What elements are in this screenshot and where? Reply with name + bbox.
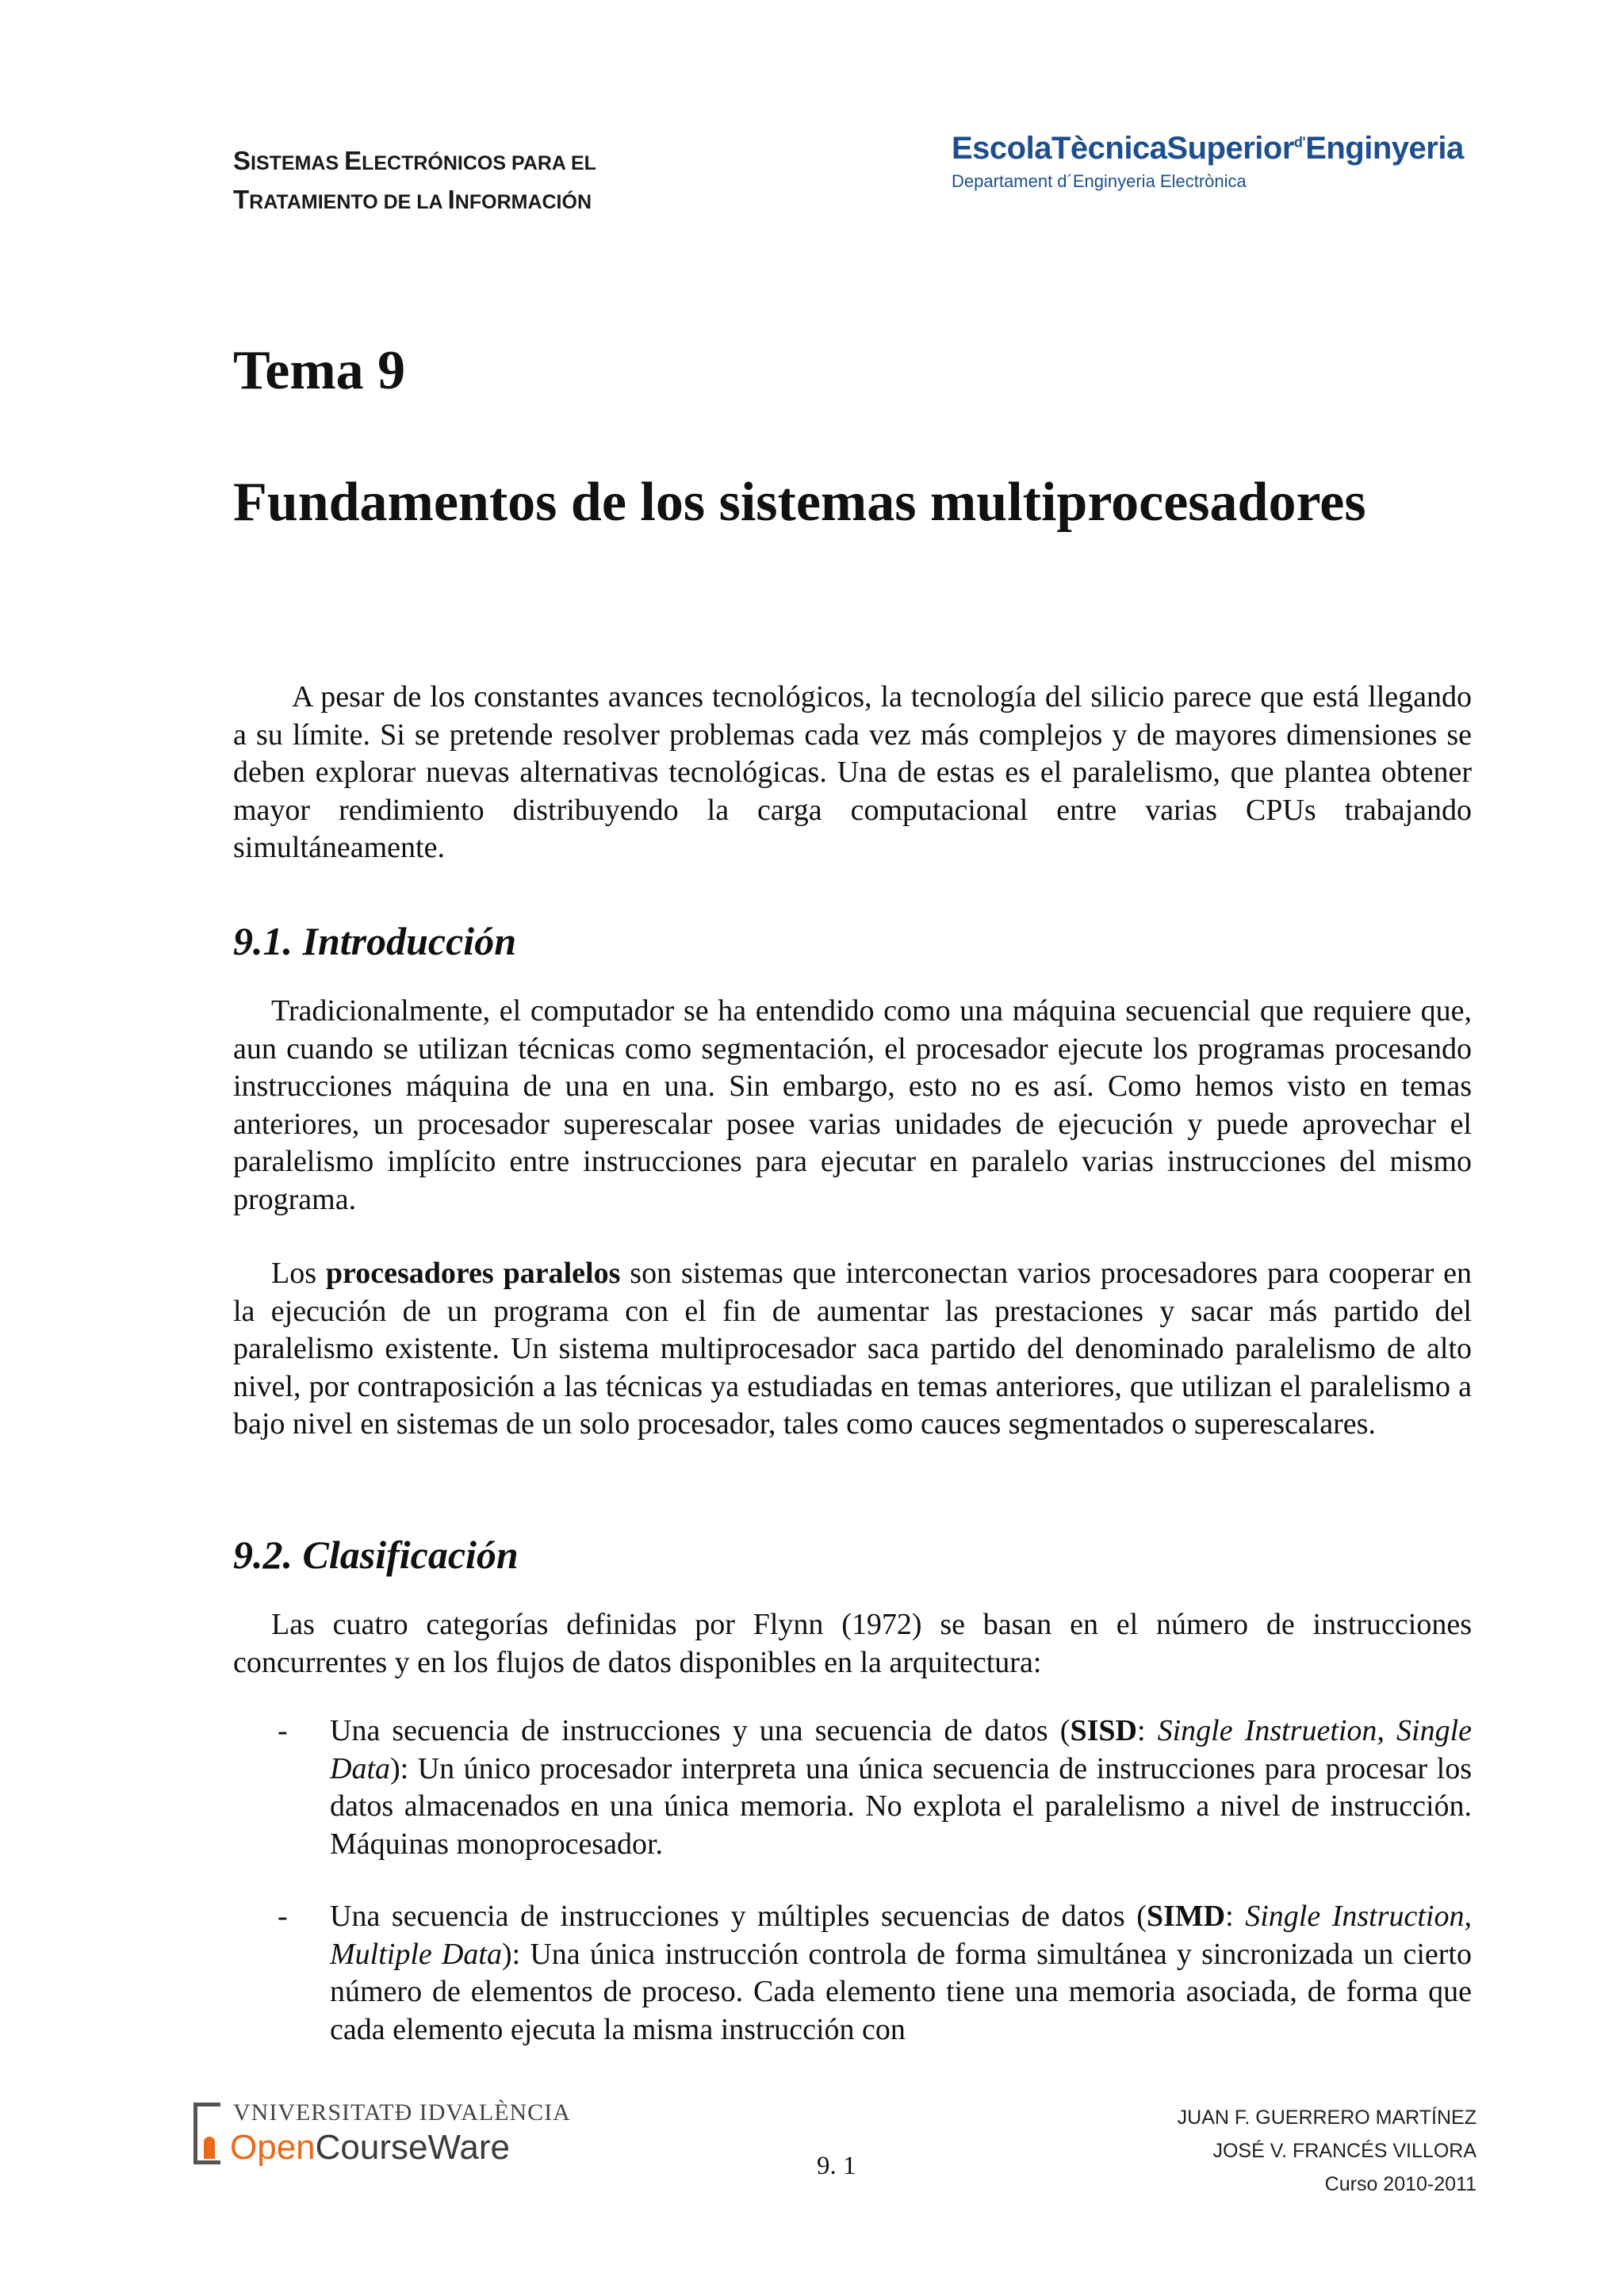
- chapter-number: Tema 9: [233, 340, 406, 401]
- intro-text: A pesar de los constantes avances tecnológicos, la tecnología del silicio parece que está llegando a su límite. Si se pretende resolver problemas cada vez más complejos y de mayores dimensiones se deben explorar nuevas alternativas tecnológicas. Una de estas es el paralelismo, que plantea obtener mayor rendimiento distribuyendo la carga computacional entre varias CPUs trabajando simultáneamente.: [233, 680, 1472, 864]
- author-2: JOSÉ V. FRANCÉS VILLORA: [1212, 2140, 1477, 2162]
- section2-text1: Las cuatro categorías definidas por Flynn (1972) se basan en el número de instrucciones concurrentes y en los flujos de datos disponibles en la arquitectura:: [233, 1608, 1472, 1679]
- section1-paragraph2: [233, 1255, 1472, 1444]
- course-header: [233, 143, 596, 220]
- section-heading-introduccion: 9.1. Introducción: [233, 919, 517, 963]
- section-heading-clasificacion: 9.2. Clasificación: [233, 1533, 519, 1577]
- list-item-text: Una secuencia de instrucciones y una secuencia de datos (SISD: Single Instruetion, Single Data): Un único procesador interpreta una única secuencia de instrucciones para procesar los datos almacenados en una única memoria. No explota el paralelismo a nivel de instrucción. Máquinas monoprocesador.: [330, 1714, 1473, 1861]
- list-dash: -: [278, 1900, 288, 1933]
- author-1: JUAN F. GUERRERO MARTÍNEZ: [1177, 2107, 1477, 2129]
- list-item: [233, 1712, 1472, 1863]
- list-item: [233, 1898, 1472, 2049]
- opencourseware-name: OpenCourseWare: [230, 2128, 510, 2167]
- section1-paragraph1: [233, 993, 1472, 1219]
- intro-paragraph: [233, 679, 1472, 867]
- chapter-title: Fundamentos de los sistemas multiprocesadores: [233, 472, 1366, 533]
- uv-emblem-icon: [193, 2103, 220, 2164]
- course-header-line1: SISTEMAS ELECTRÓNICOS PARA EL: [233, 146, 596, 175]
- section1-text2: Los procesadores paralelos son sistemas que interconectan varios procesadores para cooperar en la ejecución de un programa con el fin de aumentar las prestaciones y sacar más partido del paralelismo existente. Un sistema multiprocesador saca partido del denominado paralelismo de alto nivel, por contraposición a las técnicas ya estudiadas en temas anteriores, que utilizan el paralelismo a bajo nivel en sistemas de un solo procesador, tales como cauces segmentados o superescalares.: [233, 1257, 1472, 1441]
- bold-term: procesadores paralelos: [325, 1257, 621, 1290]
- list-dash: -: [278, 1714, 288, 1747]
- section2-paragraph1: [233, 1606, 1472, 1682]
- section1-text1: Tradicionalmente, el computador se ha entendido como una máquina secuencial que requiere que, aun cuando se utilizan técnicas como segmentación, el procesador ejecute los programas procesando instrucciones máquina de una en una. Sin embargo, esto no es así. Como hemos visto en temas anteriores, un procesador superescalar posee varias unidades de ejecución y puede aprovechar el paralelismo implícito entre instrucciones para ejecutar en paralelo varias instrucciones del mismo programa.: [233, 994, 1472, 1216]
- etse-logo-department: Departament d´Enginyeria Electrònica: [952, 171, 1247, 191]
- course-header-line2: TRATAMIENTO DE LA INFORMACIÓN: [233, 185, 592, 214]
- uv-opencourseware-logo: [193, 2098, 571, 2171]
- page-number: 9. 1: [817, 2152, 856, 2180]
- etse-logo: [952, 131, 1475, 192]
- list-item-text: Una secuencia de instrucciones y múltiples secuencias de datos (SIMD: Single Instruction, Multiple Data): Una única instrucción controla de forma simultánea y sincronizada un cierto número de elementos de proceso. Cada elemento tiene una memoria asociada, de forma que cada elemento ejecuta la misma instrucción con: [330, 1900, 1472, 2046]
- course-year: Curso 2010-2011: [1324, 2173, 1477, 2195]
- university-name: VNIVERSITATĐ IDVALÈNCIA: [233, 2099, 571, 2126]
- authors-block: [1178, 2101, 1477, 2201]
- etse-logo-name: EscolaTècnicaSuperior$^{d'}$Enginyeria: [952, 131, 1464, 166]
